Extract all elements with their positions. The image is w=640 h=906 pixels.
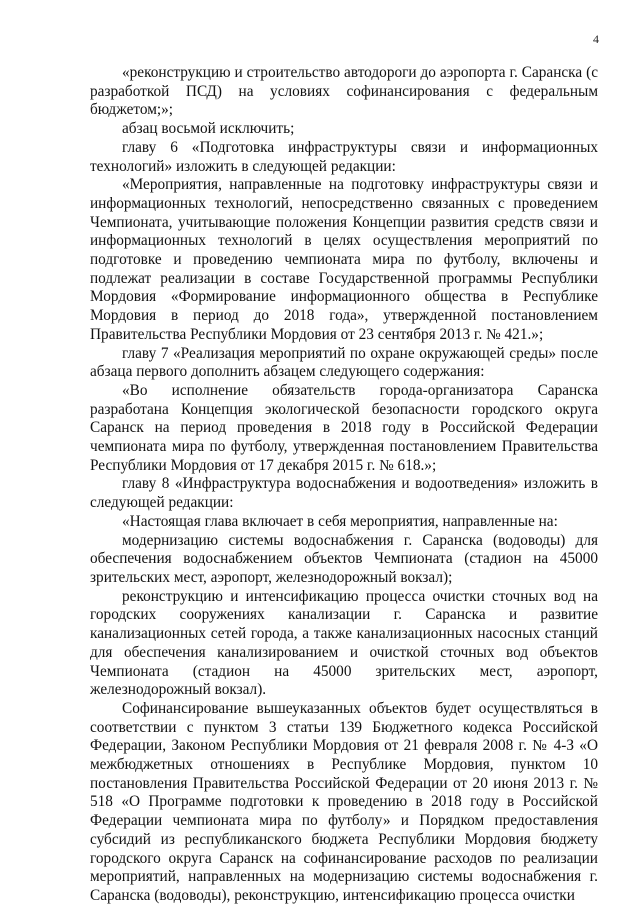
paragraph: Софинансирование вышеуказанных объектов будет осуществляться в соответствии с пунктом 3 статьи 139 Бюджетного кодекса Российской Федерации, Законом Республики Мордовия от 21 февраля 2008 г. № 4-З «О межбюджетных отношениях в Республике Мордовия, пунктом 10 постановления Правительства Российской Федерации от 20 июня 2013 г. № 518 «О Программе подготовки к проведению в 2018 году в Российской Федерации чемпионата мира по футболу» и Порядком предоставления субсидий из республиканского бюджета Республики Мордовия бюджету городского округа Саранск на софинансирование расходов по реализации мероприятий, направленных на модернизацию системы водоснабжения г. Саранска (водоводы), реконструкцию, интенсификацию процесса очистки — [90, 699, 598, 904]
paragraph: главу 7 «Реализация мероприятий по охране окружающей среды» после абзаца первого дополнить абзацем следующего содержания: — [90, 344, 598, 381]
paragraph: «реконструкцию и строительство автодороги до аэропорта г. Саранска (с разработкой ПСД) на условиях софинансирования с федеральным бюджетом;»; — [90, 64, 598, 119]
paragraph: «Мероприятия, направленные на подготовку инфраструктуры связи и информационных технологий, непосредственно связанных с проведением Чемпионата, учитывающие положения Концепции развития средств связи и информационных технологий в целях осуществления мероприятий по подготовке и проведению чемпионата мира по футболу, включены и подлежат реализации в составе Государственной программы Республики Мордовия «Формирование информационного общества в Республике Мордовия в период до 2018 года», утвержденной постановлением Правительства Республики Мордовия от 23 сентября 2013 г. № 421.»; — [90, 176, 598, 343]
page-number: 4 — [593, 32, 599, 46]
paragraph: модернизацию системы водоснабжения г. Саранска (водоводы) для обеспечения водоснабжением объектов Чемпионата (стадион на 45000 зрительских мест, аэропорт, железнодорожный вокзал); — [90, 531, 598, 586]
paragraph: абзац восьмой исключить; — [122, 120, 295, 138]
document-body — [90, 64, 598, 906]
paragraph: «Во исполнение обязательств города-организатора Саранска разработана Концепция экологической безопасности городского округа Саранск на период проведения в 2018 году в Российской Федерации чемпионата мира по футболу, утвержденная постановлением Правительства Республики Мордовия от 17 декабря 2015 г. № 618.»; — [90, 381, 598, 474]
paragraph: главу 6 «Подготовка инфраструктуры связи и информационных технологий» изложить в следующей редакции: — [90, 138, 598, 175]
paragraph: «Настоящая глава включает в себя мероприятия, направленные на: — [122, 512, 558, 530]
paragraph: реконструкцию и интенсификацию процесса очистки сточных вод на городских сооружениях канализации г. Саранска и развитие канализационных сетей города, а также канализационных насосных станций для обеспечения канализированием и очисткой сточных вод объектов Чемпионата (стадион на 45000 зрительских мест, аэропорт, железнодорожный вокзал). — [90, 587, 598, 699]
paragraph: главу 8 «Инфраструктура водоснабжения и водоотведения» изложить в следующей редакции: — [90, 475, 598, 512]
